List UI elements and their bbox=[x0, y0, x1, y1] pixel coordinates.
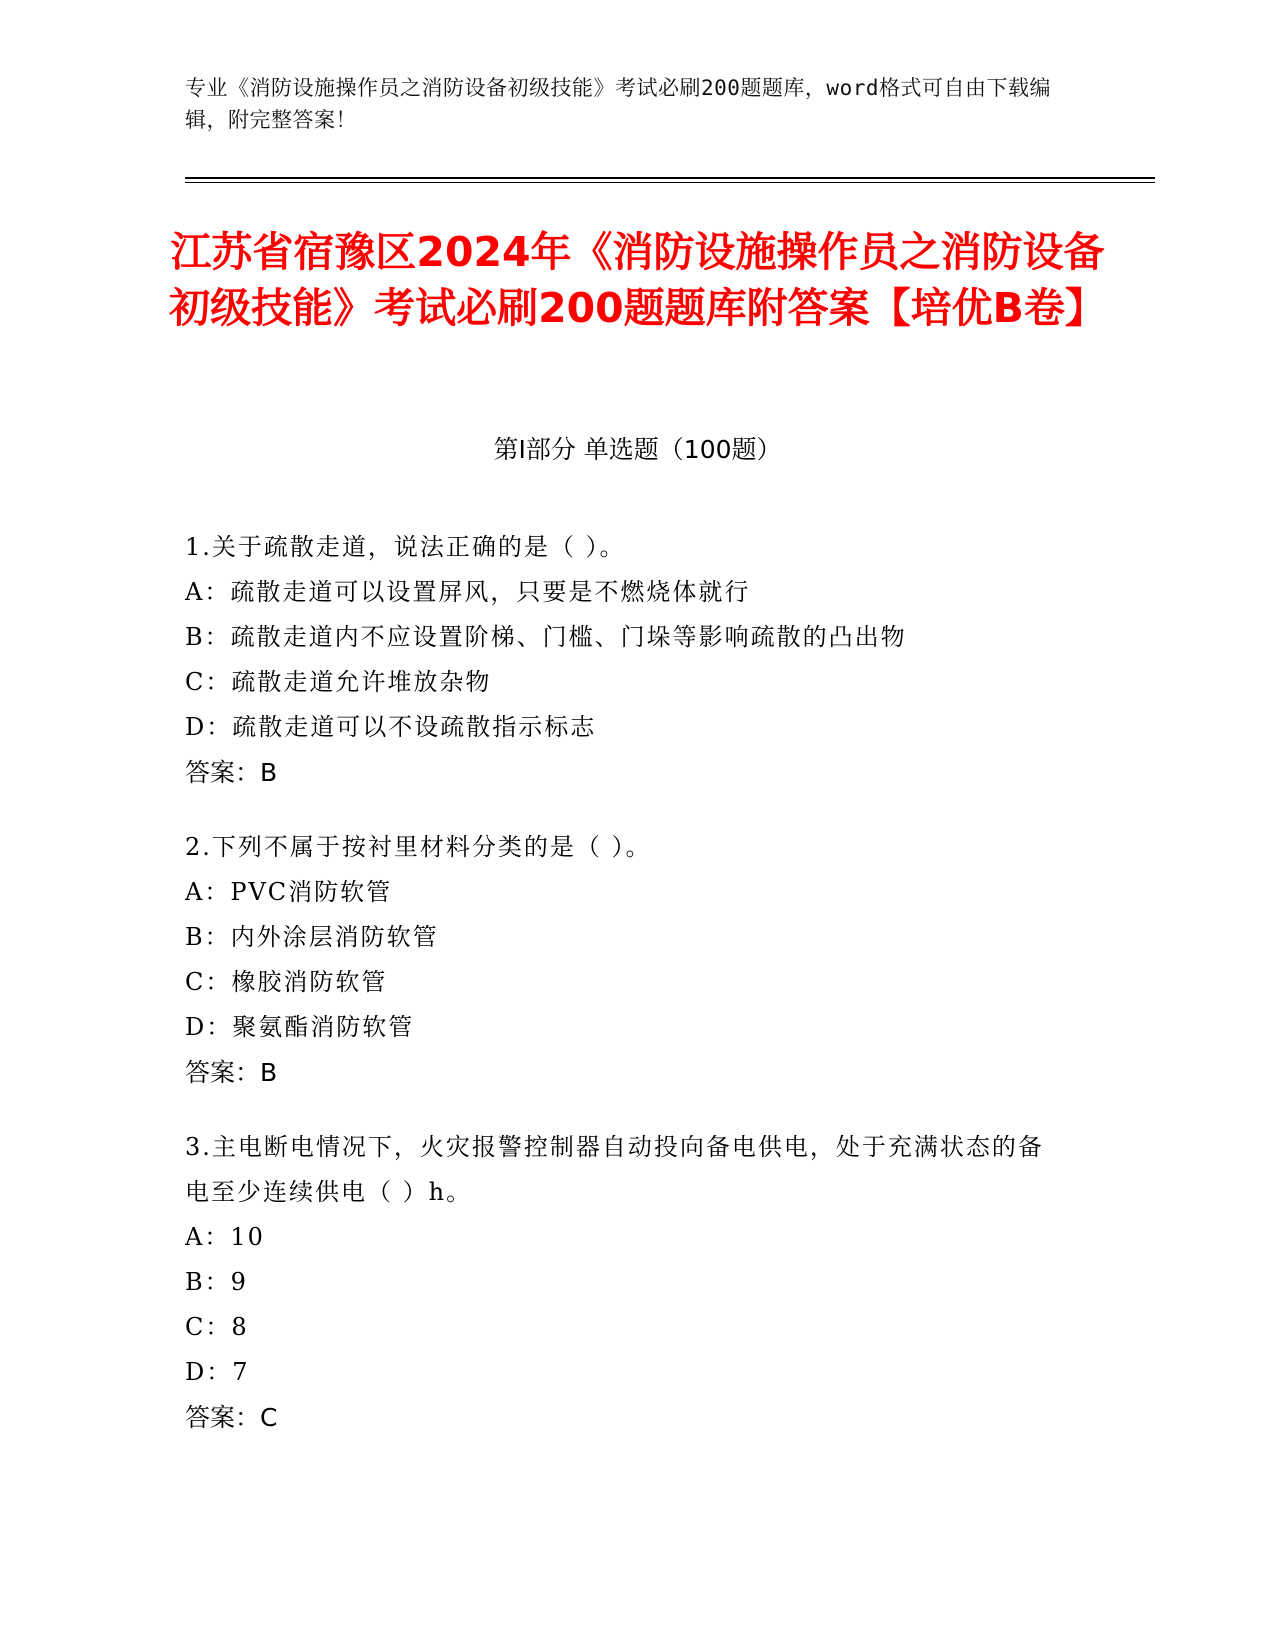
header-divider-thick bbox=[185, 177, 1155, 179]
question-list bbox=[185, 525, 1065, 1470]
option-a: A：PVC消防软管 bbox=[185, 878, 393, 906]
question-stem: 1.关于疏散走道，说法正确的是（ ）。 bbox=[185, 533, 626, 561]
option-c: C：疏散走道允许堆放杂物 bbox=[185, 668, 492, 696]
option-c: C：橡胶消防软管 bbox=[185, 968, 388, 996]
option-d: D：7 bbox=[185, 1358, 250, 1386]
option-c: C：8 bbox=[185, 1313, 249, 1341]
question-stem: 3.主电断电情况下，火灾报警控制器自动投向备电供电，处于充满状态的备电至少连续供电（ ）h。 bbox=[185, 1133, 1044, 1206]
option-d: D：聚氨酯消防软管 bbox=[185, 1013, 415, 1041]
header-text: 专业《消防设施操作员之消防设备初级技能》考试必刷200题题库，word格式可自由下载编辑，附完整答案！ bbox=[185, 76, 1051, 132]
question-stem: 2.下列不属于按衬里材料分类的是（ ）。 bbox=[185, 833, 652, 861]
option-a: A：10 bbox=[185, 1223, 265, 1251]
option-b: B：疏散走道内不应设置阶梯、门槛、门垛等影响疏散的凸出物 bbox=[185, 623, 907, 651]
header-divider-thin bbox=[185, 182, 1155, 183]
answer: 答案：C bbox=[185, 1403, 278, 1432]
question-1 bbox=[185, 525, 1065, 795]
option-b: B：内外涂层消防软管 bbox=[185, 923, 439, 951]
page-header bbox=[185, 72, 1065, 136]
option-b: B：9 bbox=[185, 1268, 248, 1296]
option-a: A：疏散走道可以设置屏风，只要是不燃烧体就行 bbox=[185, 578, 751, 606]
question-3 bbox=[185, 1125, 1065, 1440]
answer: 答案：B bbox=[185, 1058, 278, 1087]
question-2 bbox=[185, 825, 1065, 1095]
section-title: 第I部分 单选题（100题） bbox=[493, 435, 782, 464]
document-title: 江苏省宿豫区2024年《消防设施操作员之消防设备初级技能》考试必刷200题题库附答案【培优B卷】 bbox=[169, 228, 1106, 332]
answer: 答案：B bbox=[185, 758, 278, 787]
option-d: D：疏散走道可以不设疏散指示标志 bbox=[185, 713, 597, 741]
